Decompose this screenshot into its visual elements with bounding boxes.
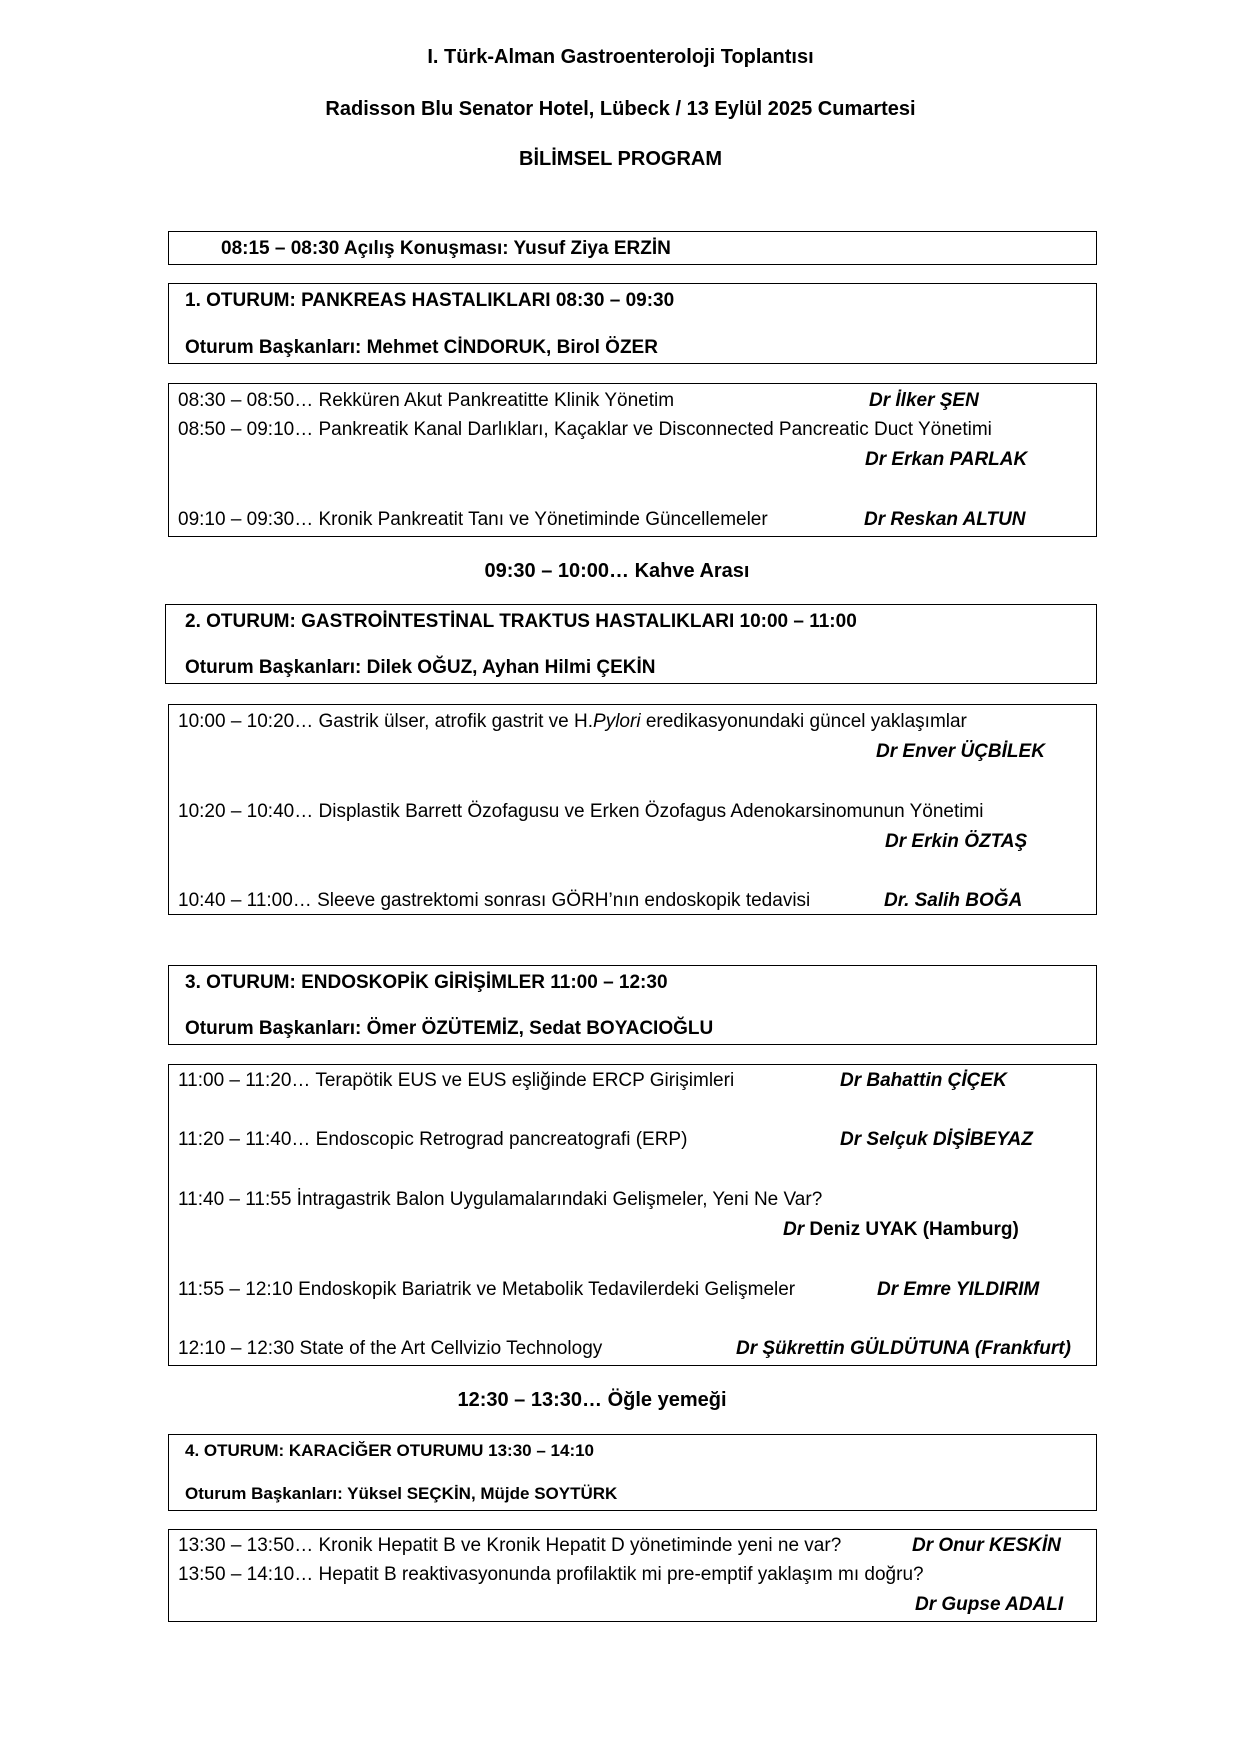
- talk-speaker: Dr Bahattin ÇİÇEK: [840, 1070, 1007, 1091]
- session-1-talks: [168, 383, 1097, 537]
- talk-speaker: Dr Reskan ALTUN: [864, 509, 1026, 530]
- talk-text: 10:40 – 11:00… Sleeve gastrektomi sonrası GÖRH’nın endoskopik tedavisi: [178, 890, 811, 911]
- talk-speaker: Dr Gupse ADALI: [915, 1594, 1064, 1615]
- session-1-title: 1. OTURUM: PANKREAS HASTALIKLARI 08:30 – 09:30: [185, 290, 675, 311]
- talk-text: 08:50 – 09:10… Pankreatik Kanal Darlıkları, Kaçaklar ve Disconnected Pancreatic Duct Yönetimi: [178, 419, 992, 440]
- opening-speech: 08:15 – 08:30 Açılış Konuşması: Yusuf Ziya ERZİN: [221, 238, 671, 259]
- lunch-break: 12:30 – 13:30… Öğle yemeği: [457, 1389, 727, 1411]
- talk-text: 10:20 – 10:40… Displastik Barrett Özofagusu ve Erken Özofagus Adenokarsinomunun Yönetimi: [178, 801, 984, 822]
- talk-speaker: Dr Selçuk DİŞİBEYAZ: [840, 1129, 1033, 1150]
- talk-text: 13:30 – 13:50… Kronik Hepatit B ve Kronik Hepatit D yönetiminde yeni ne var?: [178, 1535, 842, 1556]
- talk-speaker: Dr Deniz UYAK (Hamburg): [783, 1219, 1019, 1240]
- session-3-header: [168, 965, 1097, 1045]
- session-3-title: 3. OTURUM: ENDOSKOPİK GİRİŞİMLER 11:00 – 12:30: [185, 972, 668, 993]
- talk-speaker: Dr İlker ŞEN: [869, 390, 979, 411]
- session-4-header: [168, 1434, 1097, 1511]
- session-3-chairs: Oturum Başkanları: Ömer ÖZÜTEMİZ, Sedat BOYACIOĞLU: [185, 1018, 714, 1039]
- talk-text: 09:10 – 09:30… Kronik Pankreatit Tanı ve Yönetiminde Güncellemeler: [178, 509, 768, 530]
- session-4-chairs: Oturum Başkanları: Yüksel SEÇKİN, Müjde SOYTÜRK: [185, 1484, 618, 1503]
- talk-speaker: Dr Onur KESKİN: [912, 1535, 1061, 1556]
- session-3-talks: [168, 1064, 1097, 1366]
- talk-text: 12:10 – 12:30 State of the Art Cellvizio Technology: [178, 1338, 603, 1359]
- talk-speaker: Dr Emre YILDIRIM: [877, 1279, 1040, 1300]
- session-4-talks: [168, 1529, 1097, 1622]
- opening-box: [168, 231, 1097, 265]
- talk-text: 11:20 – 11:40… Endoscopic Retrograd pancreatografi (ERP): [178, 1129, 688, 1150]
- talk-text: 11:55 – 12:10 Endoskopik Bariatrik ve Metabolik Tedavilerdeki Gelişmeler: [178, 1279, 796, 1300]
- talk-speaker: Dr Şükrettin GÜLDÜTUNA (Frankfurt): [736, 1338, 1071, 1359]
- talk-text: 11:00 – 11:20… Terapötik EUS ve EUS eşliğinde ERCP Girişimleri: [178, 1070, 735, 1091]
- session-2-title: 2. OTURUM: GASTROİNTESTİNAL TRAKTUS HASTALIKLARI 10:00 – 11:00: [185, 611, 857, 632]
- session-1-chairs: Oturum Başkanları: Mehmet CİNDORUK, Birol ÖZER: [185, 337, 658, 358]
- talk-text: 11:40 – 11:55 İntragastrik Balon Uygulamalarındaki Gelişmeler, Yeni Ne Var?: [178, 1189, 823, 1210]
- document-title: I. Türk-Alman Gastroenteroloji Toplantısı: [427, 46, 814, 68]
- talk-speaker: Dr Erkin ÖZTAŞ: [885, 831, 1028, 852]
- talk-speaker: Dr Enver ÜÇBİLEK: [876, 741, 1045, 762]
- program-heading: BİLİMSEL PROGRAM: [519, 148, 722, 170]
- session-4-title: 4. OTURUM: KARACİĞER OTURUMU 13:30 – 14:10: [185, 1441, 595, 1460]
- talk-speaker: Dr Erkan PARLAK: [865, 449, 1028, 470]
- coffee-break: 09:30 – 10:00… Kahve Arası: [484, 560, 750, 582]
- session-2-chairs: Oturum Başkanları: Dilek OĞUZ, Ayhan Hilmi ÇEKİN: [185, 657, 656, 678]
- talk-text: 08:30 – 08:50… Rekküren Akut Pankreatitte Klinik Yönetim: [178, 390, 675, 411]
- talk-speaker: Dr. Salih BOĞA: [884, 890, 1023, 911]
- talk-text: 10:00 – 10:20… Gastrik ülser, atrofik gastrit ve H.Pylori eredikasyonundaki güncel yaklaşımlar: [178, 711, 967, 732]
- session-1-header: [168, 283, 1097, 364]
- session-2-talks: [168, 704, 1097, 915]
- venue-date: Radisson Blu Senator Hotel, Lübeck / 13 Eylül 2025 Cumartesi: [325, 98, 916, 120]
- talk-text: 13:50 – 14:10… Hepatit B reaktivasyonunda profilaktik mi pre-emptif yaklaşım mı doğru?: [178, 1564, 924, 1585]
- session-2-header: [165, 604, 1097, 684]
